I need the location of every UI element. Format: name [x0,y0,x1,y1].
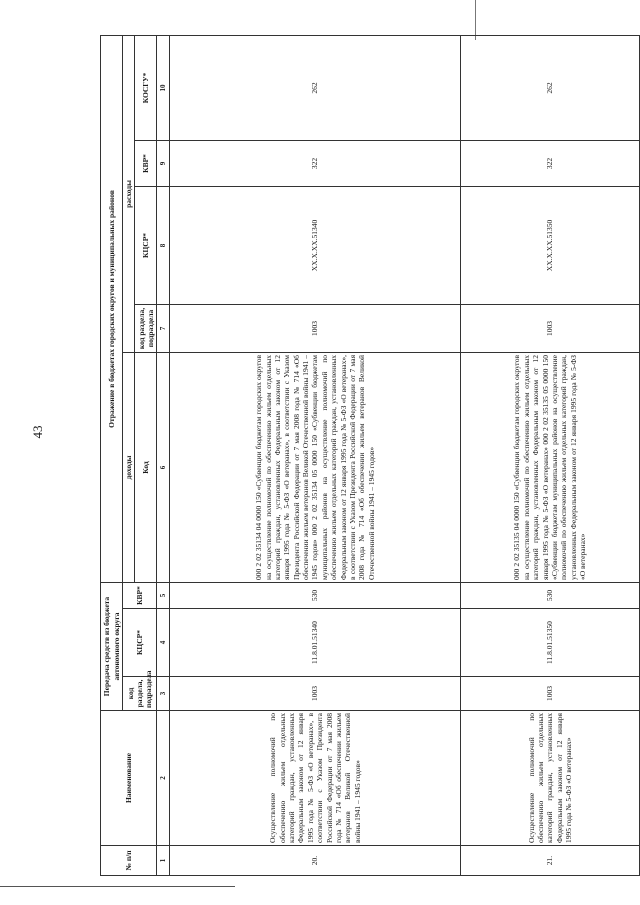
reflection-kvr: 322 [170,140,461,186]
budget-transfer-table [100,35,640,876]
reflection-kcsr: XX.X.XX.51340 [170,186,461,304]
table-row [170,35,461,875]
page-number: 43 [30,425,45,439]
row-num: 21. [460,846,639,876]
row-name: Осуществление полномочий по обеспечению жильем отдельных категорий граждан, установленных Федеральным законом от 12 января 1995 года № 5-ФЗ «О ветеранах», в соответствии с Указом Президента Российской Федерации от 7 мая 2008 года № 714 «Об обеспечении жильем ветеранов Великой Отечественной войны 1941 – 1945 годов» [170,711,461,846]
transfer-section: 1003 [170,677,461,711]
column-number: 2 [157,711,170,846]
transfer-kvr: 530 [170,582,461,608]
row-num: 20. [170,846,461,876]
column-number: 9 [157,140,170,186]
header-reflection-kvr: КВР* [135,140,157,186]
reflection-kosgu: 262 [170,35,461,140]
column-number-row [157,35,170,875]
header-reflection-group: Отражение в бюджетах городских округов и муниципальных районов [101,35,123,582]
reflection-code: 000 2 02 35134 04 0000 150 «Субвенции бюджетам городских округов на осуществление полномочий по обеспечению жильем отдельных категорий граждан, установленных Федеральным законом от 12 января 1995 года № 5-ФЗ «О ветеранах», в соответствии с Указом Президента Российской Федерации от 7 мая 2008 года № 714 «Об обеспечении жильем ветеранов Великой Отечественной войны 1941 – 1945 годов» 000 2 02 35134 05 0000 150 «Субвенции бюджетам муниципальных районов на осуществление полномочий по обеспечению жильем отдельных категорий граждан, установленных Федеральным законом от 12 января 1995 года № 5-ФЗ «О ветеранах», в соответствии с Указом Президента Российской Федерации от 7 мая 2008 года № 714 «Об обеспечении жильем ветеранов Великой Отечественной войны 1941 – 1945 годов» [170,352,461,582]
column-number: 4 [157,609,170,677]
reflection-kosgu: 262 [460,35,639,140]
column-number: 1 [157,846,170,876]
reflection-section: 1003 [170,304,461,352]
header-kosgu: КОСГУ* [135,35,157,140]
reflection-kvr: 322 [460,140,639,186]
header-reflection-section: код раздела, подраздела [135,304,157,352]
transfer-kcsr: 11.8.01.51340 [170,609,461,677]
header-transfer-kcsr: КЦСР* [123,609,157,677]
header-transfer-section: код раздела, подраздела [123,677,157,711]
header-name: Наименование [101,711,157,846]
reflection-kcsr: XX.X.XX.51350 [460,186,639,304]
scan-artifact-line [0,886,235,887]
header-reflection-kcsr: КЦСР* [135,186,157,304]
column-number: 3 [157,677,170,711]
header-code: Код [135,352,157,582]
column-number: 5 [157,582,170,608]
transfer-kvr: 530 [460,582,639,608]
header-expense: расходы [123,35,135,352]
column-number: 10 [157,35,170,140]
header-transfer-group: Передача средств из бюджета автономного округа [101,582,123,710]
rotated-table-container [100,36,640,876]
column-number: 8 [157,186,170,304]
header-num: № п/п [101,846,157,876]
header-income: доходы [123,352,135,582]
reflection-section: 1003 [460,304,639,352]
row-name: Осуществление полномочий по обеспечению жильем отдельных категорий граждан, установленных Федеральным законом от 12 января 1995 года № 5-ФЗ «О ветеранах» [460,711,639,846]
transfer-section: 1003 [460,677,639,711]
table-row [460,35,639,875]
reflection-code: 000 2 02 35135 04 0000 150 «Субвенции бюджетам городских округов на осуществление полномочий по обеспечению жильем отдельных категорий граждан, установленных Федеральным законом от 12 января 1995 года № 5-ФЗ «О ветеранах» 000 2 02 35135 05 0000 150 «Субвенции бюджетам муниципальных районов на осуществление полномочий по обеспечению жильем отдельных категорий граждан, установленных Федеральным законом от 12 января 1995 года № 5-ФЗ «О ветеранах» [460,352,639,582]
transfer-kcsr: 11.8.01.51350 [460,609,639,677]
column-number: 7 [157,304,170,352]
header-transfer-kvr: КВР* [123,582,157,608]
column-number: 6 [157,352,170,582]
